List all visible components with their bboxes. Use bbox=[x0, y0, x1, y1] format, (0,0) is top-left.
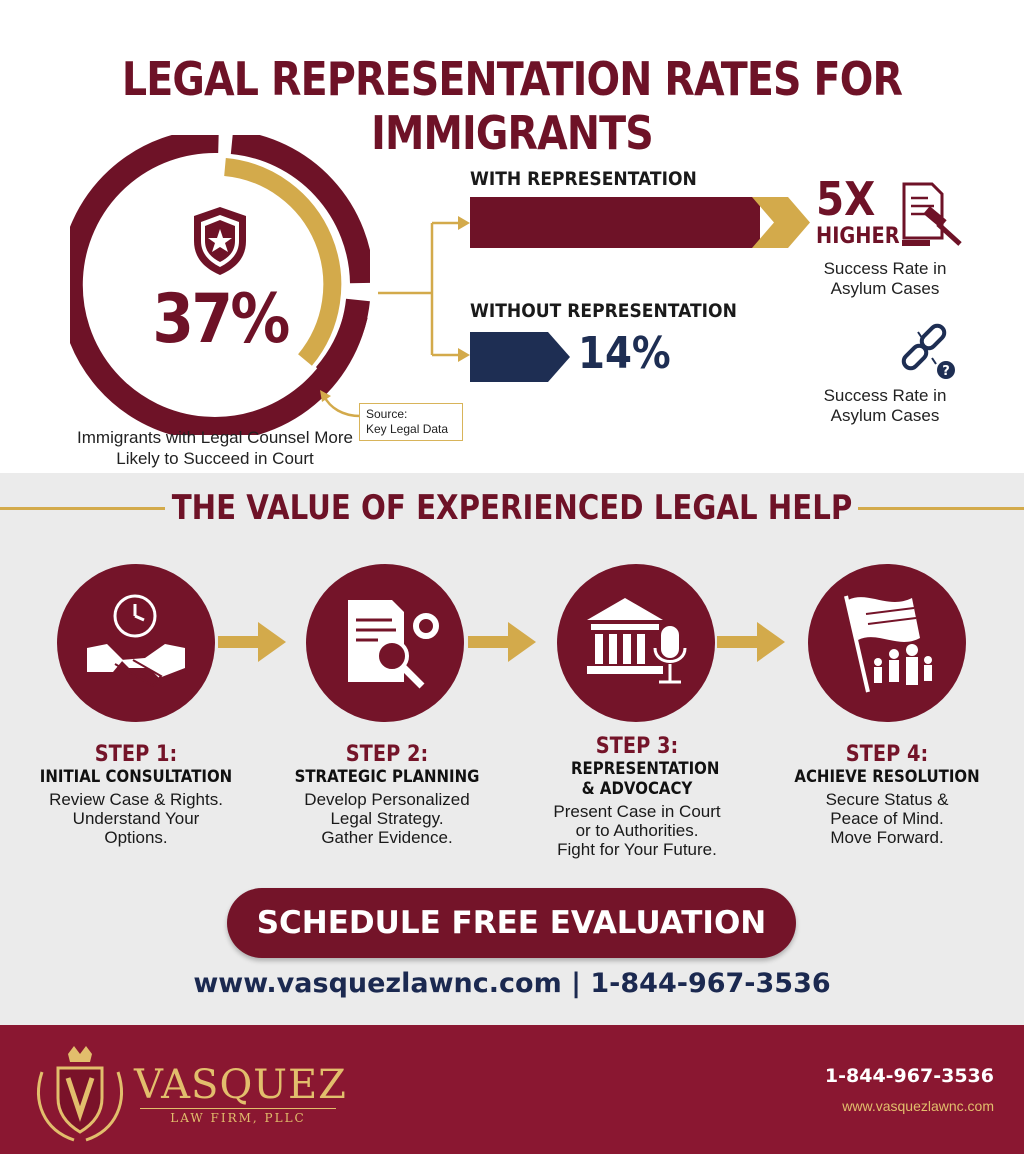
step-1 bbox=[21, 742, 251, 847]
with-representation-label: WITH REPRESENTATION bbox=[470, 168, 697, 190]
step-2-number: STEP 2: bbox=[345, 742, 429, 767]
step-4-number: STEP 4: bbox=[845, 742, 929, 767]
footer-brand: VASQUEZ bbox=[134, 1062, 347, 1108]
multiplier-value: 5X bbox=[816, 172, 876, 226]
section-title: THE VALUE OF EXPERIENCED LEGAL HELP bbox=[171, 488, 853, 528]
source-value: Key Legal Data bbox=[366, 422, 449, 436]
step-1-number: STEP 1: bbox=[94, 742, 178, 767]
donut-percent: 37% bbox=[152, 280, 288, 359]
schedule-evaluation-button[interactable]: SCHEDULE FREE EVALUATION bbox=[227, 888, 796, 958]
flag-family-icon bbox=[808, 564, 966, 722]
with-representation-bar bbox=[470, 195, 810, 250]
page-title: LEGAL REPRESENTATION RATES FOR IMMIGRANTS bbox=[121, 52, 903, 160]
step-3-title: REPRESENTATION & ADVOCACY bbox=[571, 759, 720, 799]
donut-caption: Immigrants with Legal Counsel More Likely to Succeed in Court bbox=[77, 428, 353, 468]
without-representation-bar bbox=[470, 330, 570, 384]
step-3-description: Present Case in Court or to Authorities. Fight for Your Future. bbox=[553, 802, 721, 859]
step-arrow-1 bbox=[218, 620, 288, 664]
handshake-clock-icon bbox=[57, 564, 215, 722]
svg-text:?: ? bbox=[942, 364, 950, 379]
step-arrow-2 bbox=[468, 620, 538, 664]
footer-brand-sub: LAW FIRM, PLLC bbox=[140, 1108, 336, 1125]
step-4-title: ACHIEVE RESOLUTION bbox=[794, 767, 980, 787]
step-4 bbox=[772, 742, 1002, 847]
footer-phone[interactable]: 1-844-967-3536 bbox=[824, 1065, 994, 1087]
source-label: Source: bbox=[366, 407, 408, 421]
step-3-number: STEP 3: bbox=[595, 734, 679, 759]
branch-connector bbox=[370, 190, 480, 420]
step-3-circle bbox=[557, 564, 715, 722]
multiplier-word: HIGHER bbox=[816, 224, 900, 249]
step-1-title: INITIAL CONSULTATION bbox=[39, 767, 233, 787]
broken-chain-icon bbox=[896, 320, 960, 384]
document-search-icon bbox=[306, 564, 464, 722]
step-4-description: Secure Status & Peace of Mind. Move Forward. bbox=[825, 790, 949, 847]
without-representation-value: 14% bbox=[578, 328, 671, 379]
step-arrow-3 bbox=[717, 620, 787, 664]
contact-line: www.vasquezlawnc.com | 1-844-967-3536 bbox=[193, 968, 831, 999]
step-2-title: STRATEGIC PLANNING bbox=[294, 767, 480, 787]
source-arrow-icon bbox=[318, 388, 362, 424]
courthouse-microphone-icon bbox=[557, 564, 715, 722]
step-2-circle bbox=[306, 564, 464, 722]
with-caption: Success Rate in Asylum Cases bbox=[823, 259, 947, 298]
step-2-description: Develop Personalized Legal Strategy. Gather Evidence. bbox=[304, 790, 470, 847]
step-3 bbox=[522, 734, 752, 859]
footer-website-link[interactable]: www.vasquezlawnc.com bbox=[842, 1098, 994, 1114]
vasquez-logo-icon bbox=[28, 1042, 132, 1146]
step-1-description: Review Case & Rights. Understand Your Options. bbox=[49, 790, 223, 847]
without-representation-label: WITHOUT REPRESENTATION bbox=[470, 300, 737, 322]
step-1-circle bbox=[57, 564, 215, 722]
step-2 bbox=[272, 742, 502, 847]
step-4-circle bbox=[808, 564, 966, 722]
without-caption: Success Rate in Asylum Cases bbox=[823, 386, 947, 425]
shield-star-icon bbox=[194, 207, 246, 275]
document-gavel-icon bbox=[898, 180, 964, 250]
